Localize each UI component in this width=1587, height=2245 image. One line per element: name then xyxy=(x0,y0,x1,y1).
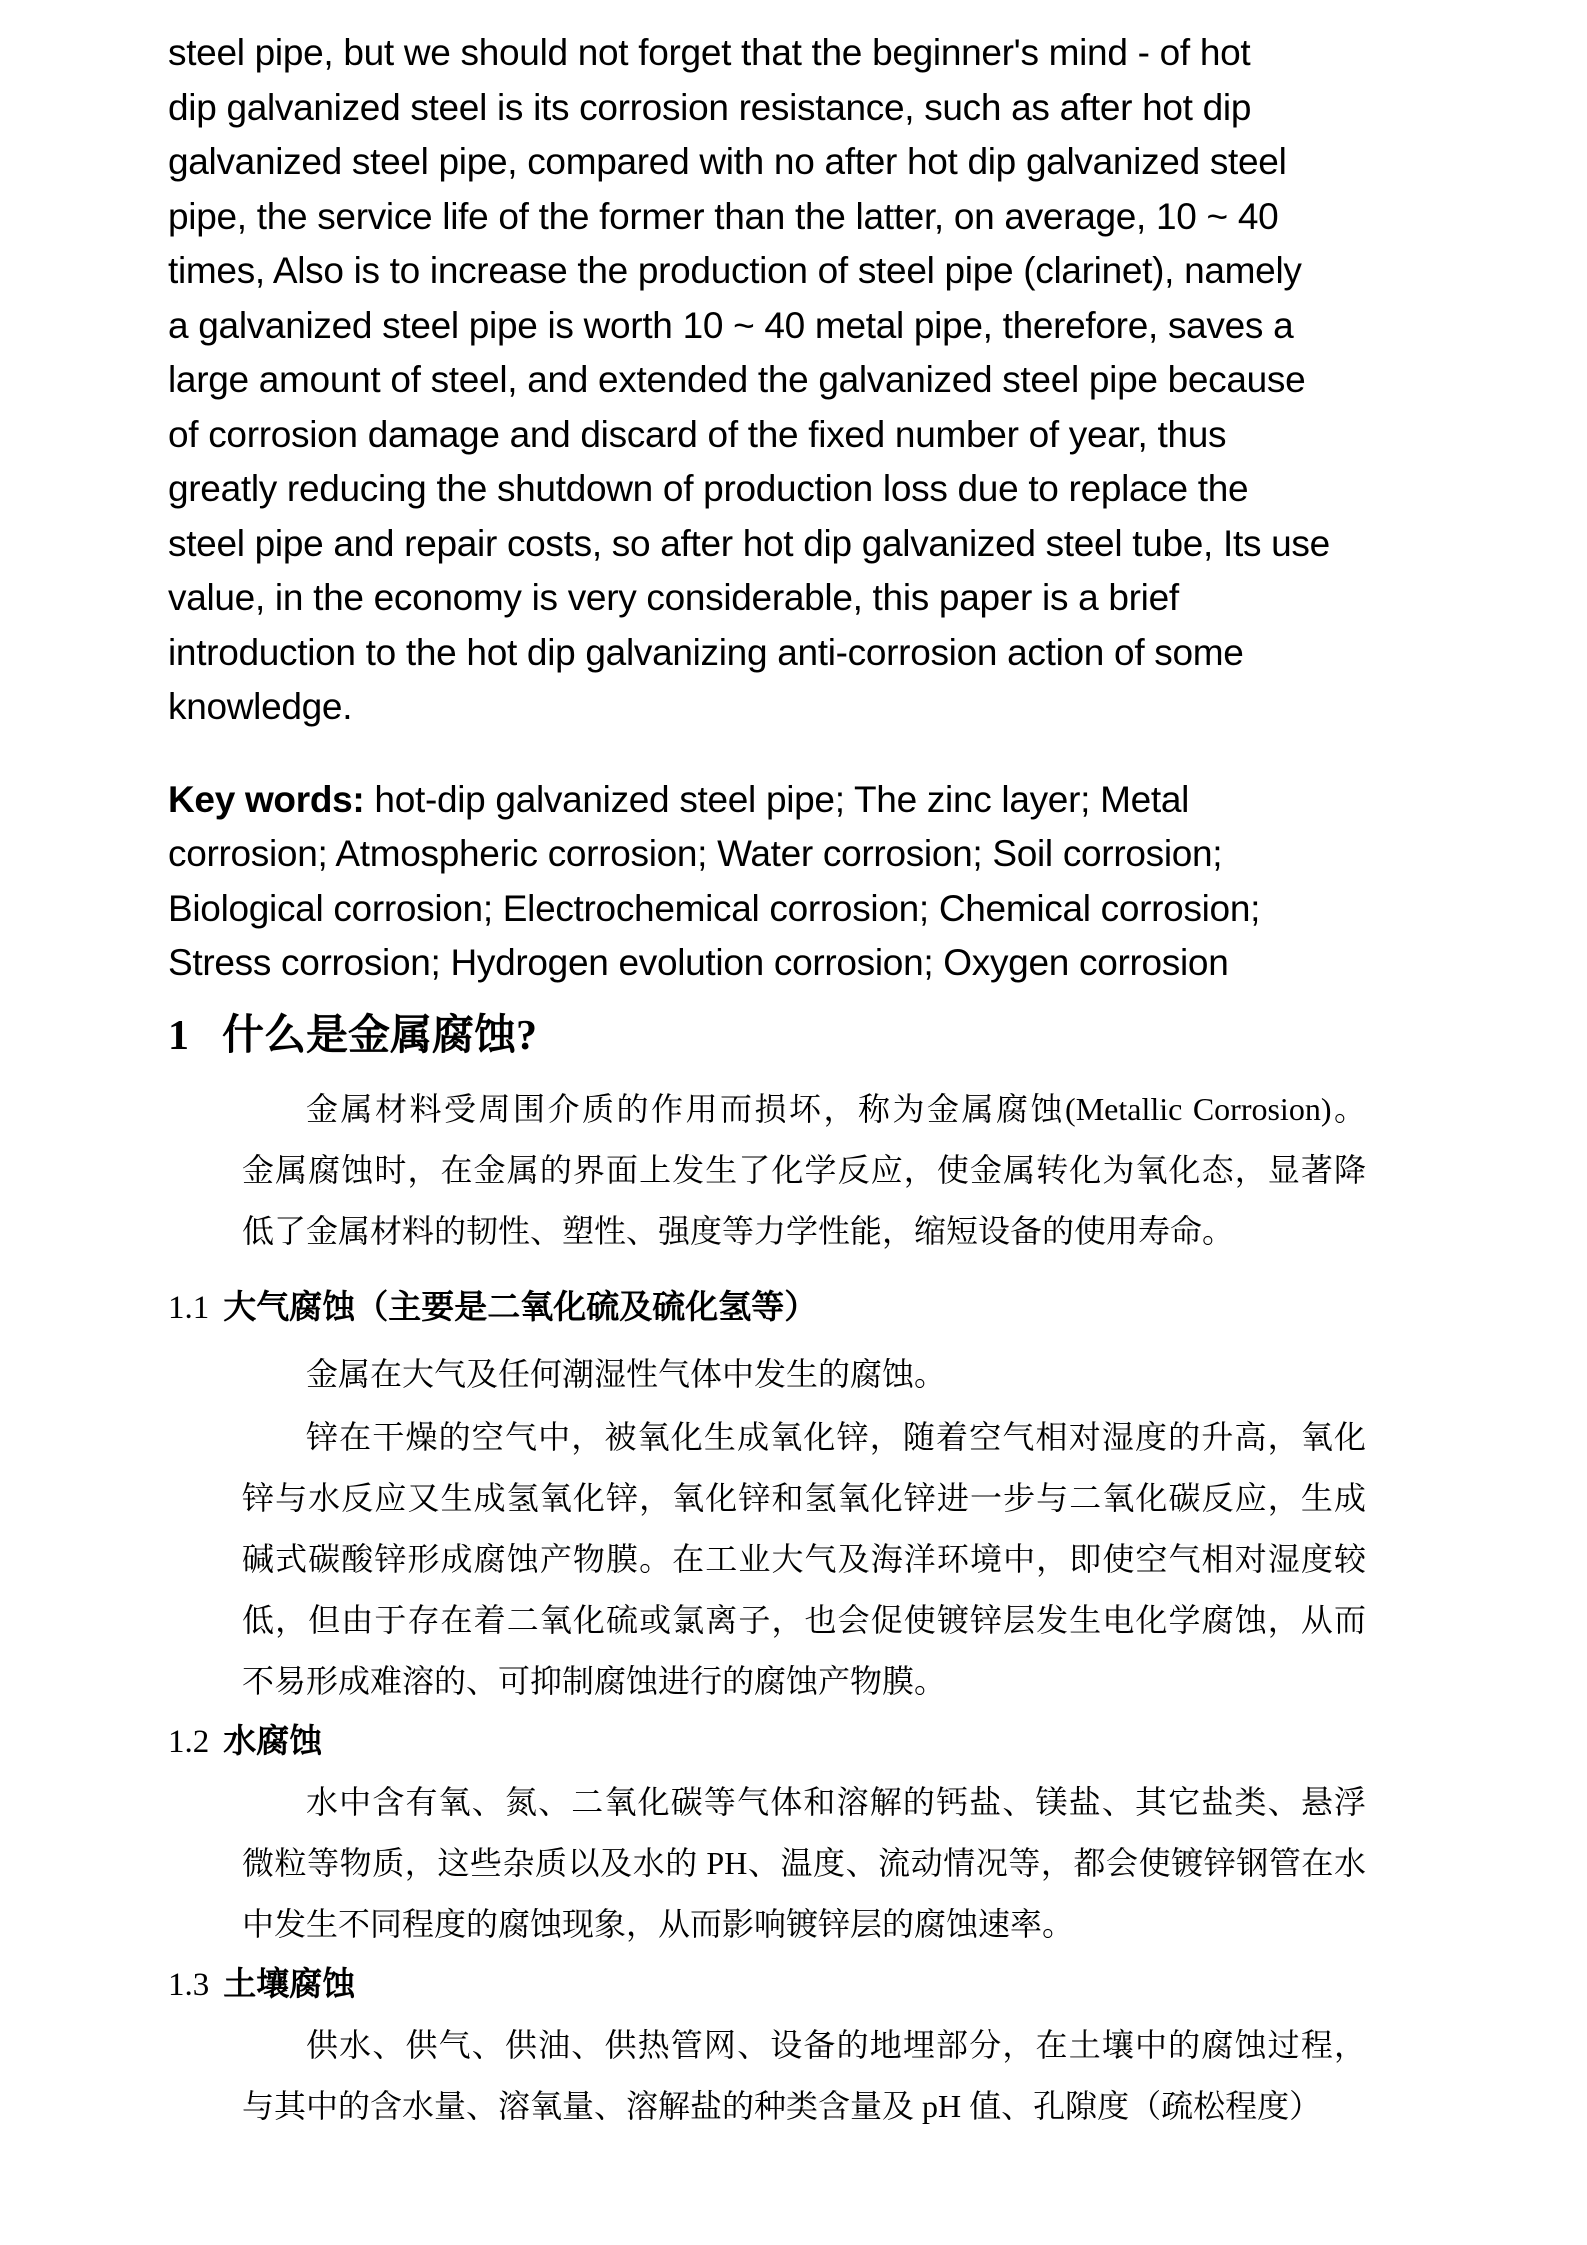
text-line: galvanized steel pipe, compared with no after hot dip galvanized steel xyxy=(168,141,1287,182)
text-line: steel pipe and repair costs, so after hot dip galvanized steel tube, Its use xyxy=(168,522,1330,564)
text-line: 金属材料受周围介质的作用而损坏，称为金属腐蚀(Metallic Corrosion)。 xyxy=(306,1090,1366,1127)
text-line: 金属在大气及任何潮湿性气体中发生的腐蚀。 xyxy=(306,1355,947,1392)
paragraph-keywords xyxy=(168,773,1435,991)
text-line: introduction to the hot dip galvanizing anti-corrosion action of some xyxy=(168,631,1244,673)
text-line: times, Also is to increase the production of steel pipe (clarinet), namely xyxy=(168,250,1302,291)
text-line: Biological corrosion; Electrochemical corrosion; Chemical corrosion; xyxy=(168,887,1261,929)
text-line: 低，但由于存在着二氧化硫或氯离子，也会促使镀锌层发生电化学腐蚀，从而 xyxy=(242,1601,1366,1638)
text-line: 水中含有氧、氮、二氧化碳等气体和溶解的钙盐、镁盐、其它盐类、悬浮 xyxy=(306,1783,1366,1820)
paragraph-soil-corrosion xyxy=(242,2015,1366,2137)
text-line: 供水、供气、供油、供热管网、设备的地埋部分，在土壤中的腐蚀过程， xyxy=(306,2026,1366,2063)
keywords-label: Key words: xyxy=(168,778,365,820)
text-line: of corrosion damage and discard of the fixed number of year, thus xyxy=(168,413,1227,455)
text-line: Stress corrosion; Hydrogen evolution corrosion; Oxygen corrosion xyxy=(168,942,1229,983)
text-line: greatly reducing the shutdown of production loss due to replace the xyxy=(168,468,1249,509)
text-line: value, in the economy is very considerable, this paper is a brief xyxy=(168,577,1179,618)
text-line: 与其中的含水量、溶氧量、溶解盐的种类含量及 pH 值、孔隙度（疏松程度） xyxy=(242,2087,1322,2124)
keywords-first-line xyxy=(168,773,1435,828)
text-line: 锌在干燥的空气中，被氧化生成氧化锌，随着空气相对湿度的升高，氧化 xyxy=(306,1418,1366,1455)
section-heading-1 xyxy=(168,1007,1435,1065)
paragraph-zinc-in-air xyxy=(242,1407,1366,1712)
paragraph-atmospheric-corrosion-intro xyxy=(242,1344,1366,1405)
text-line: steel pipe, but we should not forget that the beginner's mind - of hot xyxy=(168,32,1251,73)
paragraph-metal-corrosion-definition xyxy=(242,1079,1366,1262)
section-1-2-title: 水腐蚀 xyxy=(223,1723,323,1760)
keywords-first-line-rest: hot-dip galvanized steel pipe; The zinc layer; Metal xyxy=(364,778,1190,820)
text-line: corrosion; Atmospheric corrosion; Water corrosion; Soil corrosion; xyxy=(168,833,1223,874)
section-1-3-title: 土壤腐蚀 xyxy=(223,1966,356,2003)
text-line: 金属腐蚀时，在金属的界面上发生了化学反应，使金属转化为氧化态，显著降 xyxy=(242,1151,1366,1188)
paragraph-water-corrosion xyxy=(242,1772,1366,1955)
text-line: 低了金属材料的韧性、塑性、强度等力学性能，缩短设备的使用寿命。 xyxy=(242,1212,1235,1249)
text-line: pipe, the service life of the former than the latter, on average, 10 ~ 40 xyxy=(168,195,1279,237)
section-1-number: 1 xyxy=(168,1012,189,1059)
section-1-2-number: 1.2 xyxy=(168,1723,210,1760)
keywords-remaining-lines xyxy=(168,827,1435,991)
section-heading-1-1 xyxy=(168,1286,1435,1330)
text-line: 锌与水反应又生成氢氧化锌，氧化锌和氢氧化锌进一步与二氧化碳反应，生成 xyxy=(242,1479,1366,1516)
section-1-1-number: 1.1 xyxy=(168,1289,210,1326)
paragraph-english-abstract xyxy=(168,26,1435,735)
section-1-title: 什么是金属腐蚀? xyxy=(222,1012,538,1059)
text-line: 不易形成难溶的、可抑制腐蚀进行的腐蚀产物膜。 xyxy=(242,1662,947,1699)
section-heading-1-2 xyxy=(168,1720,1435,1764)
text-line: large amount of steel, and extended the galvanized steel pipe because xyxy=(168,359,1306,400)
section-1-1-title: 大气腐蚀（主要是二氧化硫及硫化氢等） xyxy=(223,1289,818,1326)
text-line: a galvanized steel pipe is worth 10 ~ 40 metal pipe, therefore, saves a xyxy=(168,304,1294,346)
text-line: 中发生不同程度的腐蚀现象，从而影响镀锌层的腐蚀速率。 xyxy=(242,1905,1075,1942)
text-line: dip galvanized steel is its corrosion resistance, such as after hot dip xyxy=(168,86,1252,128)
section-heading-1-3 xyxy=(168,1963,1435,2007)
text-line: 微粒等物质，这些杂质以及水的 PH、温度、流动情况等，都会使镀锌钢管在水 xyxy=(242,1844,1366,1881)
section-1-3-number: 1.3 xyxy=(168,1966,210,2003)
text-line: knowledge. xyxy=(168,686,353,727)
text-line: 碱式碳酸锌形成腐蚀产物膜。在工业大气及海洋环境中，即使空气相对湿度较 xyxy=(242,1540,1366,1577)
